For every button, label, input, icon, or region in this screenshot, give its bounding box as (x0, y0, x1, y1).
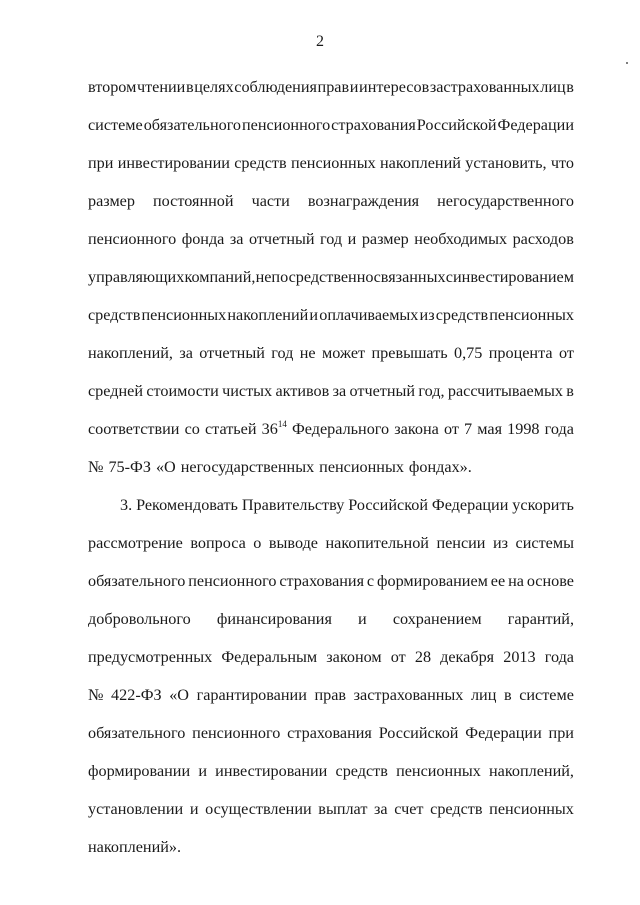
word: гарантировании (196, 686, 307, 704)
word: за (374, 800, 388, 818)
text-line (88, 191, 574, 211)
word: в (566, 78, 574, 96)
word: отчетный (199, 344, 265, 362)
word: накопительной (325, 534, 429, 552)
text-line (88, 419, 574, 439)
word: обязательного (143, 116, 242, 134)
word: оплачиваемых (319, 306, 419, 324)
word: на (508, 572, 524, 590)
word: соблюдения (234, 78, 317, 96)
word: от (558, 344, 574, 362)
word: пенсионных (319, 458, 404, 476)
text-line (88, 229, 574, 249)
word: основе (526, 572, 574, 590)
word: средств (430, 800, 483, 818)
word: системе (519, 686, 574, 704)
word: и (189, 800, 199, 818)
word: размер (88, 192, 135, 210)
word: финансирования (216, 610, 332, 628)
word: ее (490, 572, 506, 590)
text-line (88, 685, 574, 705)
word: обязательного (88, 724, 186, 742)
word: Правительству (241, 496, 345, 514)
word: процента (488, 344, 553, 362)
word: системе (88, 116, 143, 134)
word: лиц (540, 78, 566, 96)
word: необходимых (414, 230, 508, 248)
word: год (271, 344, 294, 362)
word: от (390, 648, 406, 666)
word: декабря (440, 648, 495, 666)
word: управляющих (88, 268, 185, 286)
word: № (88, 458, 104, 476)
word: активов (275, 382, 330, 400)
word: средств (88, 306, 141, 324)
word: средств (435, 306, 489, 324)
word: негосударственных (180, 458, 315, 476)
word: интересов (359, 78, 430, 96)
word: Рекомендовать (136, 496, 238, 514)
word: предусмотренных (88, 648, 213, 666)
word: инвестированием (453, 268, 574, 286)
word: накоплений, (88, 344, 173, 362)
text-line (88, 115, 574, 135)
word: о (253, 534, 262, 552)
word: 75-ФЗ (108, 458, 151, 476)
text-line (120, 495, 574, 515)
word: «О (169, 686, 189, 704)
word: инвестировании (215, 762, 328, 780)
word: формировании (88, 762, 191, 780)
word: рассчитываемых (447, 382, 563, 400)
word: законом (326, 648, 382, 666)
word: добровольного (88, 610, 191, 628)
word: осуществлении (205, 800, 312, 818)
word: стоимости (146, 382, 219, 400)
word: выплат (318, 800, 368, 818)
word: установлении (88, 800, 184, 818)
word: чистых (222, 382, 273, 400)
text-line (88, 609, 574, 629)
word: пенсионных (396, 762, 481, 780)
word: постоянной (153, 192, 234, 210)
text-line (88, 799, 574, 819)
word: пенсионного (192, 724, 281, 742)
word: лиц (470, 686, 497, 704)
word: накоплений, (489, 762, 574, 780)
word: со (184, 420, 200, 438)
word: втором (88, 78, 137, 96)
word: рассмотрение (88, 534, 183, 552)
word: за (179, 344, 193, 362)
page-number: 2 (316, 33, 324, 50)
word: накоплений (380, 154, 461, 172)
margin-mark (626, 62, 628, 64)
word: счет (394, 800, 424, 818)
word: 7 (464, 420, 473, 438)
word: от (443, 420, 459, 438)
word: Федерации (431, 496, 509, 514)
word: в (503, 686, 512, 704)
word: средней (88, 382, 143, 400)
word: и (349, 78, 359, 96)
word: обязательного (88, 572, 186, 590)
word: Российской (378, 724, 459, 742)
word: выводе (268, 534, 318, 552)
text-line (88, 837, 574, 857)
word: из (492, 534, 509, 552)
text-line (88, 533, 574, 553)
word: может (321, 344, 366, 362)
word: № (88, 686, 104, 704)
word: 0,75 (454, 344, 483, 362)
word: при (548, 724, 574, 742)
text-line (88, 457, 574, 477)
word: накоплений». (88, 838, 182, 856)
word: Федерального (291, 420, 390, 438)
word: негосударственного (437, 192, 574, 210)
word: размер (361, 230, 409, 248)
text-line (88, 343, 574, 363)
word: не (299, 344, 316, 362)
word: 28 (414, 648, 432, 666)
word: года (544, 420, 574, 438)
word: Федерации (465, 724, 542, 742)
word: компаний, (184, 268, 256, 286)
word: установить, (465, 154, 547, 172)
word: статьей (205, 420, 257, 438)
word: и (347, 230, 357, 248)
word: прав (314, 686, 347, 704)
word: что (550, 154, 574, 172)
word: страхования (331, 116, 416, 134)
word: вопроса (190, 534, 246, 552)
word: связанных (373, 268, 446, 286)
word: при (88, 154, 114, 172)
text-line (88, 571, 574, 591)
word: ускорить (512, 496, 574, 514)
word: пенсии (436, 534, 486, 552)
text-line (88, 153, 574, 173)
word: 422-ФЗ (111, 686, 162, 704)
word: в (185, 78, 194, 96)
word: пенсионного (241, 116, 331, 134)
word: превышать (371, 344, 448, 362)
word: пенсионных (290, 154, 376, 172)
word: 2013 (503, 648, 536, 666)
word: и (358, 610, 367, 628)
superscript: 14 (277, 419, 287, 429)
word: застрахованных (429, 78, 540, 96)
word: пенсионных (489, 800, 574, 818)
word: застрахованных (353, 686, 464, 704)
word: 1998 (507, 420, 540, 438)
word: год, (418, 382, 445, 400)
word: год (320, 230, 343, 248)
word: пенсионного (88, 230, 177, 248)
word: сохранением (392, 610, 482, 628)
word: за (332, 382, 347, 400)
word: инвестировании (117, 154, 230, 172)
word: страхования (287, 724, 372, 742)
word: «О (155, 458, 176, 476)
word: целях (194, 78, 234, 96)
word: в (566, 382, 574, 400)
word: части (251, 192, 290, 210)
word: $36^{14}$ (261, 419, 287, 438)
word: гарантий, (507, 610, 574, 628)
word: средств (335, 762, 388, 780)
word: с (366, 572, 375, 590)
word: фондах». (408, 458, 472, 476)
word: отчетный (248, 230, 315, 248)
text-line (88, 381, 574, 401)
word: Российской (416, 116, 497, 134)
word: вознаграждения (307, 192, 420, 210)
word: расходов (512, 230, 574, 248)
word: прав (317, 78, 350, 96)
word: с (445, 268, 453, 286)
text-line (88, 647, 574, 667)
word: мая (477, 420, 503, 438)
word: накоплений (227, 306, 309, 324)
word: 3. (120, 496, 133, 514)
word: и (198, 762, 207, 780)
text-line (88, 305, 574, 325)
word: из (419, 306, 435, 324)
word: закона (394, 420, 439, 438)
word: средств (234, 154, 287, 172)
word: формированием (377, 572, 488, 590)
word: года (544, 648, 574, 666)
word: Федеральным (221, 648, 318, 666)
word: Федерации (497, 116, 574, 134)
word: пенсионных (141, 306, 227, 324)
word: непосредственно (255, 268, 374, 286)
text-line (88, 723, 574, 743)
word: соответствии (88, 420, 180, 438)
word: Российской (348, 496, 428, 514)
word: за (229, 230, 244, 248)
text-line (88, 267, 574, 287)
word: системы (515, 534, 574, 552)
text-line (88, 77, 574, 97)
word: и (309, 306, 319, 324)
word: пенсионного (188, 572, 277, 590)
word: пенсионных (489, 306, 574, 324)
word: страхования (279, 572, 365, 590)
text-line (88, 761, 574, 781)
word: фонда (181, 230, 225, 248)
word: отчетный (349, 382, 416, 400)
word: чтении (136, 78, 186, 96)
